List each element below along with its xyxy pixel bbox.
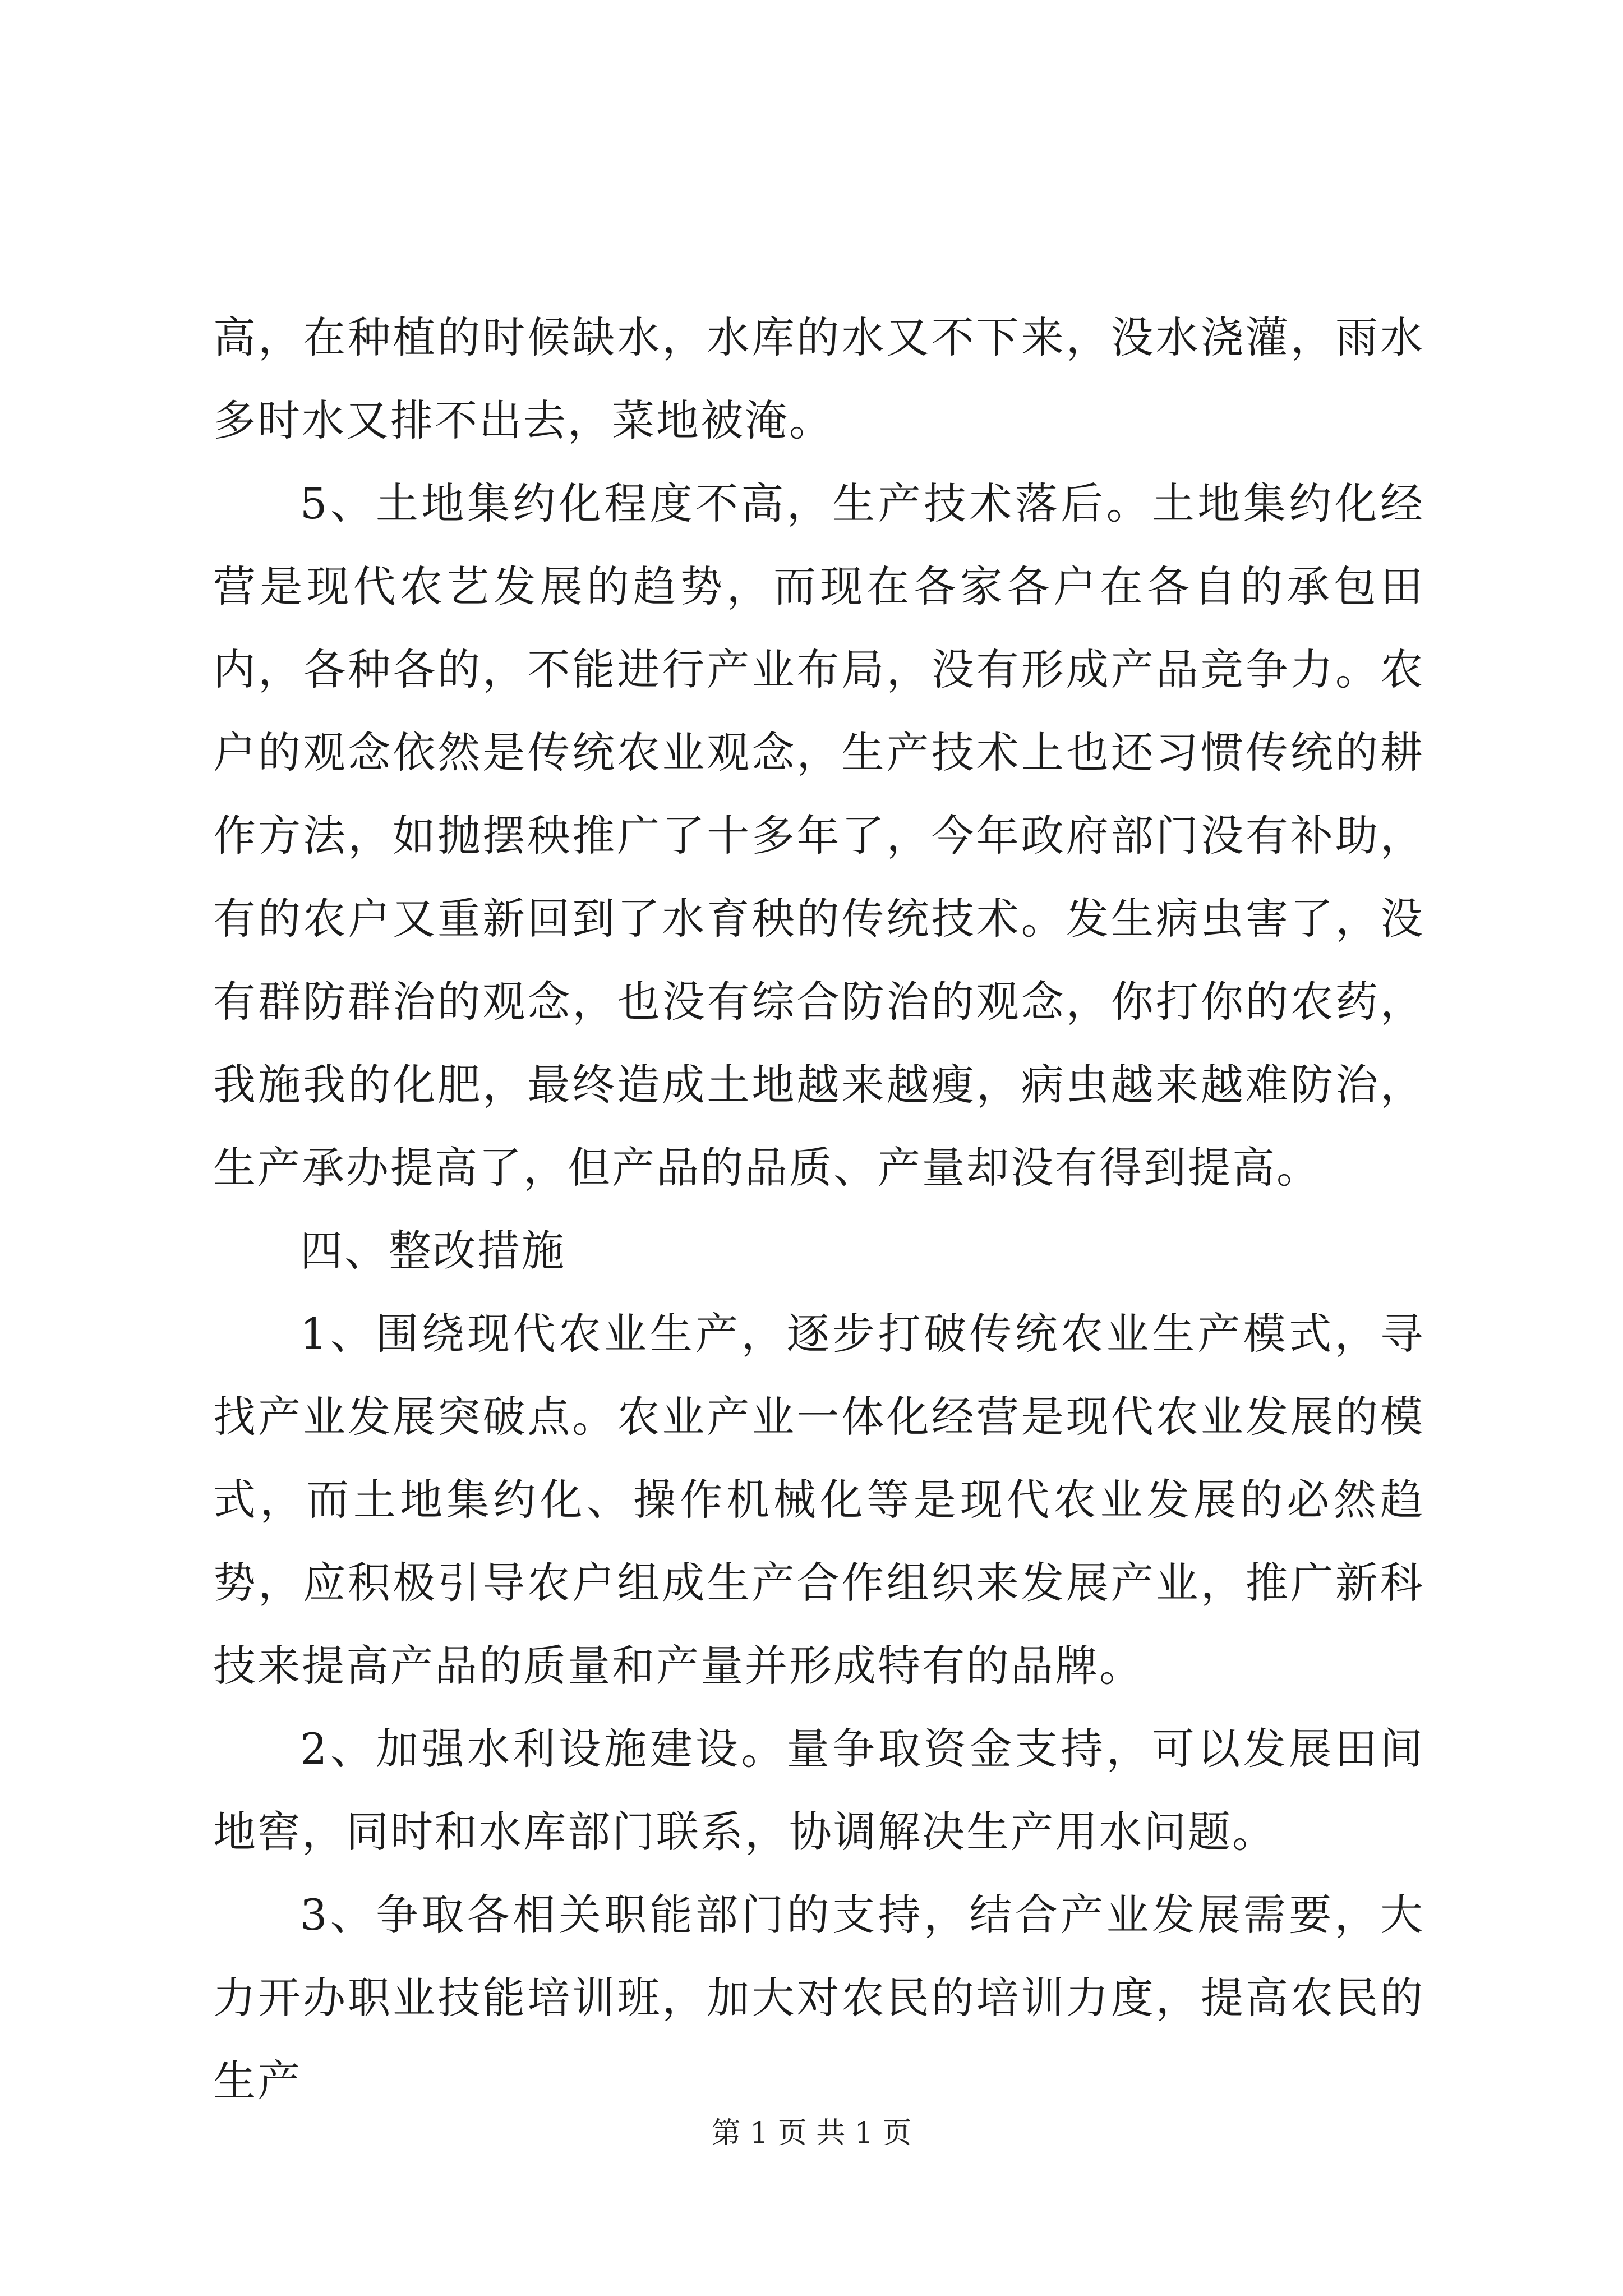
document-body [213,296,1424,2123]
paragraph-3: 1、围绕现代农业生产，逐步打破传统农业生产模式，寻找产业发展突破点。农业产业一体化经营是现代农业发展的模式，而土地集约化、操作机械化等是现代农业发展的必然趋势，应积极引导农户组成生产合作组织来发展产业，推广新科技来提高产品的质量和产量并形成特有的品牌。 [213,1309,1424,1691]
paragraph-1: 高，在种植的时候缺水，水库的水又不下来，没水浇灌，雨水多时水又排不出去，菜地被淹。 [213,312,1424,445]
section-heading: 四、整改措施 [300,1226,566,1276]
page-footer: 第 1 页 共 1 页 [711,2116,912,2150]
paragraph-5: 3、争取各相关职能部门的支持，结合产业发展需要，大力开办职业技能培训班，加大对农民的培训力度，提高农民的生产 [213,1890,1424,2106]
paragraph-2: 5、土地集约化程度不高，生产技术落后。土地集约化经营是现代农艺发展的趋势，而现在各家各户在各自的承包田内，各种各的，不能进行产业布局，没有形成产品竞争力。农户的观念依然是传统农业观念，生产技术上也还习惯传统的耕作方法，如抛摆秧推广了十多年了，今年政府部门没有补助，有的农户又重新回到了水育秧的传统技术。发生病虫害了，没有群防群治的观念，也没有综合防治的观念，你打你的农药，我施我的化肥，最终造成土地越来越瘦，病虫越来越难防治，生产承办提高了，但产品的品质、产量却没有得到提高。 [213,478,1424,1193]
paragraph-4: 2、加强水利设施建设。量争取资金支持，可以发展田间地窖，同时和水库部门联系，协调解决生产用水问题。 [213,1724,1424,1857]
